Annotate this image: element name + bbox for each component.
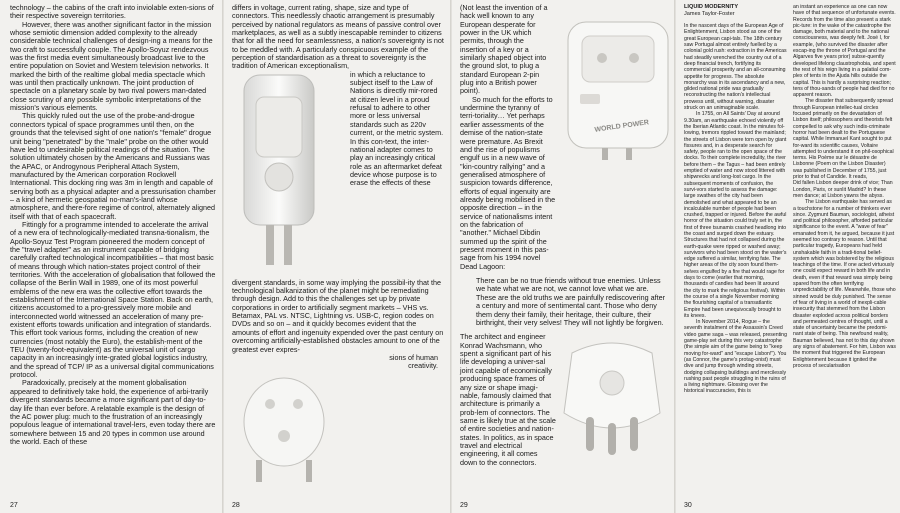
paragraph: technology – the cabins of the craft into inviolable exten-sions of their respective sovereign territories. — [10, 3, 214, 21]
page-number: 28 — [232, 502, 240, 509]
right-column — [793, 4, 896, 395]
paragraph: Fittingly for a programme intended to accelerate the arrival of a new era of technologically-mediated transna-tionalism, the Apollo-Soyuz Test Program pioneered the modern concept of the "travel adapter" as an instrument capable of bridging carefully crafted technological incompatibilities – that most basic of means through which nation-states project control of their territories. With the acceleration of globalisation that followed the collapse of the Berlin Wall in 1989, one of its most powerful emblems of the new era was the collective effort towards the establishment of the International Space Station. Back on earth, citizens accustomed to a pro-gressively more mobile and interconnected world witnessed an acceleration of many pre-existent efforts towards unification and integration of standards. This effort took various forms, including the creation of new currencies (most notably the Euro), the establish-ment of the TEU (twenty-foot-equivalent) as the universal unit of cargo capacity in an increasingly inte-grated global logistics industry, and the spread of TCP/ IP as a universal digital communications protocol. — [10, 219, 216, 380]
page-27-text — [10, 4, 216, 446]
page-30-text — [684, 4, 896, 395]
world-power-adapter-image — [562, 12, 674, 162]
round-pin-adapter-image — [552, 333, 672, 459]
page-29-text — [460, 4, 668, 467]
poem-excerpt: Did fallen Lisbon deeper drink of vice; Than London, Paris, or sunlit Madrid? In these men dance; at Lisbon yawns the abyss. — [793, 180, 893, 199]
article-author: James Taylor-Foster — [684, 10, 735, 17]
page-30 — [676, 0, 900, 513]
page-27 — [0, 0, 222, 513]
paragraph: This quickly ruled out the use of the probe-and-drogue connectors typical of space programmes until then, on the grounds that the televised sight of one nation's "female" drogue unit being "penetrated" by the "male" probe on the other would have led to undesirable political readings of the situation. The solution ultimately chosen by the Americans and Russians was the APAC, or Androgynous Peripheral Attach System, manufactured by the American corporation Rockwell International. This docking ring was 3m in length and capable of serving both as a physical adapter and a pressurisation chamber – a kind of hermetic geospatial no-man's-land whose atmosphere, and there-fore regime of control, alternately aligned itself with that of each spacecraft. — [10, 111, 216, 221]
article-title: LIQUID MODERNITY — [684, 4, 739, 10]
paragraph: So much for the efforts to undermine the tyranny of terri-toriality… Yet perhaps earlier assessments of the demise of the nation-state were premature. As Brexit and the rise of populisms engulf us in a new wave of "kin-country rallying" and a generalised atmosphere of suspicion towards difference, efforts of equal ingenuity are already being mobilised in the opposite direction – in the service of nationalisms intent on the fabrication of "another." Michael Dibdin summed up the spirit of the present moment in this pas-sage from his 1994 novel Dead Lagoon: — [460, 94, 556, 271]
paragraph: The Lisbon earthquake has served as a touchstone for a number of thinkers ever since. Zygmunt Bauman, sociologist, atheist and political philosopher, afforded particular significance to the event. A "wave of fear" emanated from it, he argued, because it just seemed too contrary to reason. Until that particular tragedy, Europeans had held unshakable faith in a tradi-tional belief-system which was bolstered by the religious teachings of the time. If one acted virtuously one could expect reward in both life and in death, even if that reward was simply being spared from the often terrifying unpredictability of life. Meanwhile, those who sinned would be duly punished. The sense of fear of living in a world of inexpli-cable insecurity that stemmed from the Lisbon disaster exploded across political borders and permeated centres of thought, until a state of uncertainty became the predomi-nant state of being. This newfound reality, Bauman believed, has not to this day shown any signs of abatement. For him, Lisbon was the moment that triggered the European Enlightenment because it ignited the process of secularisation — [793, 199, 896, 369]
left-column — [684, 4, 787, 395]
block-quote: There can be no true friends without true enemies. Unless we hate what we are not, we cannot love what we are. These are the old truths we are painfully rediscovering after a century and more of sentimental cant. Those who deny them deny their family, their heritage, their culture, their birthright, their very selves! They will not lightly be forgiven. — [476, 276, 665, 328]
paragraph: In the nascent days of the European Age of Enlightenment, Lisbon stood as one of the great European capi-tals. The 18th century saw Portugal almost entirely fuelled by a colonial gold rush: extraction in the Americas had steadily wrenched the country out of a deep financial trench, fortifying its commercial prosperity and an all-consuming appetite for progress. The absolute monarchy was in its ascendancy and a new, gilded national pride was gradually reconstructing the nation's intellectual prowess until, without warning, disaster struck on an unimaginable scale. — [684, 23, 787, 112]
paragraph: The disaster that subsequently spread through European intellec-tual circles focused primarily on the devastation of Lisbon itself; philosophers and theorists felt compelled to ask why such indis-criminate horror had been dealt to the Portuguese capital. While Immanuel Kant sought to put for-ward its scientific causes, Voltaire attempted to understand it on phil-osophical terms. His Poème sur le désastre de Lisbonne (Poem on the Lisbon Disaster) was published in December of 1755, just prior to that of Candide. It reads, — [793, 98, 894, 181]
wrap-text-tail: sions of human creativity. — [389, 352, 438, 371]
travel-adapter-image — [226, 67, 334, 281]
paragraph: divergent standards, in some way implying the possibil-ity that the technological balkanization of the planet might be remediating through design. Add to this the challenges set up by private corporations in order to artificially segment markets – VHS vs. Betamax, PAL vs. NTSC, Lightning vs. USB-C, region codes on DVDs and so on – and it quickly becomes evident that the amounts of effort and ingenuity expended over the past century on overcoming artificially-established obstacles amount to one of the greatest ever expres- — [232, 277, 444, 354]
page-28 — [224, 0, 450, 513]
paragraph: In November 2014, Rogue – the seventh instalment of the Assassin's Creed video game saga – was released, presenting game-play set during this very catastrophe (the simple aim of the game being to "keep moving for-ward" and "escape Lisbon!"). You (as Connor, the game's protag-onist) must dive and jump through winding streets, dodging collapsing buildings and mercilessly rushing past people struggling in the ruins of a living nightmare. Glossing over the historical inaccuracies, this is — [684, 319, 787, 395]
paragraph: differs in voltage, current rating, shape, size and type of connectors. This needlessly chaotic arrangement is presumably perceived by national regulators as means of passive control over marketplaces, as well as a subtly inescapable reminder to citizens that for all the need for seamlessness, a nation's sovereignty is not to be meddled with. A particularly conspicuous example of the perception of standardisation as a threat to sovereignty is the tradition of American exceptionalism, — [232, 3, 444, 71]
adapter-label: WORLD POWER — [594, 119, 650, 134]
paragraph-start — [460, 96, 556, 271]
paragraph: In 1755, on All Saints' Day at around 9.30am, an earthquake echoed violently off the Iberian Atlantic coast. In the minutes fol-lowing, tremors rippled toward the mainland; the streets of Lisbon were torn open by giant fissures and, in a desperate search for safety, people ran to the open space of the docks. To their complete incredulity, the river before them – the Tagus – had been entirely emptied of water and now stood littered with shipwrecks and long-lost cargo. In the subsequent moments of confusion, the survi-vors started to assess the damage: large swathes of the city had been demolished and what appeared to be an incalculable number of people had been crushed, trapped or injured. Before the awful horror of the situation could truly set in, the first of three tsunamis crashed headlong into the coast and surged down the estuary. Structures that had not collapsed during the earth-quake were ripped or washed away; survivors who had been stood on the water's edge suffered a similar, terrifying fate. The higher areas of the city soon found them-selves engulfed by a fire that would rage for days to come (earlier that morning, thousands of candles had been lit around the city to mark the religious festival). Within the course of a single November morning the flourishing capital of a transatlantic Empire had been unequivocally brought to its knees. — [684, 111, 787, 319]
paragraph: (Not least the invention of a hack well known to any European desperate for power in the UK which permits, through the insertion of a key or a similarly shaped object into the ground slot, to plug a standard European 2-pin plug into a British power point). — [460, 3, 548, 96]
paragraph: The architect and engineer Konrad Wachsmann, who spent a significant part of his life developing a univer-sal joint capable of economically producing space frames of any size or shape imagi-nable, famously claimed that architecture is primarily a prob-lem of connectors. The same is likely true at the scale of entire societies and nation-states. In politics, as in space travel and electrical engineering, it all comes down to the connectors. — [460, 332, 556, 467]
page-number: 27 — [10, 502, 18, 509]
page-number: 30 — [684, 502, 692, 509]
page-number: 29 — [460, 502, 468, 509]
page-28-text — [232, 4, 444, 464]
travel-adapter-image — [236, 364, 332, 484]
paragraph: However, there was another significant factor in the mission whose semiotic dimension added complexity to the already considerable technical challenges of design-ing a means for the two craft to successfully couple. The Apollo-Soyuz rendezvous was the first media event simultaneously broadcast live to the entire population on Soviet and Western television networks. It marked the birth of the realtime global media spectacle which was until then practically unknown. The joint production of spectacle on a planetary scale by two rival powers man-dated close scrutiny of any possible symbolic interpretations of the mission's various elements. — [10, 19, 213, 113]
paragraph: an instant an experience as one can now have of that sequence of unfortunate events. Records from the time also present a stark pic-ture: in the wake of the catastrophe the damage, both material and to the national consciousness, was deeply felt. José I, for example, (who survived the disaster after escap-ing the throne of Portugal and the Algarves five years prior) subse-quently developed lifelong claustrophobia, and spent the rest of his reign living in a palatial com-plex of tents in the Ajuda hills outside the capital. This is hardly a surprising reaction; tens of thou-sands of people had died for no apparent reason. — [793, 4, 896, 99]
paragraph: Paradoxically, precisely at the moment globalisation appeared to definitively take hold, the experience of arbi-trarily divergent standards became a more significant part of day-to-day life than ever before. A relatable example is the design of the AC power plug: much to the frustration of an increasingly populous league of international travel-lers, even today there are somewhere between 15 and 20 types in common use around the world. Each of these — [10, 378, 216, 446]
wrap-text: in which a reluctance to subject itself to the Law of Nations is directly mir-rored at citizen level in a proud refusal to adhere to other more or less universal standards such as 220v current, or the metric system. In this con-text, the inter-national adapter comes to play an increasingly critical role as an aftermarket defeat device whose purpose is to erase the effects of these — [350, 69, 444, 188]
page-29 — [452, 0, 674, 513]
